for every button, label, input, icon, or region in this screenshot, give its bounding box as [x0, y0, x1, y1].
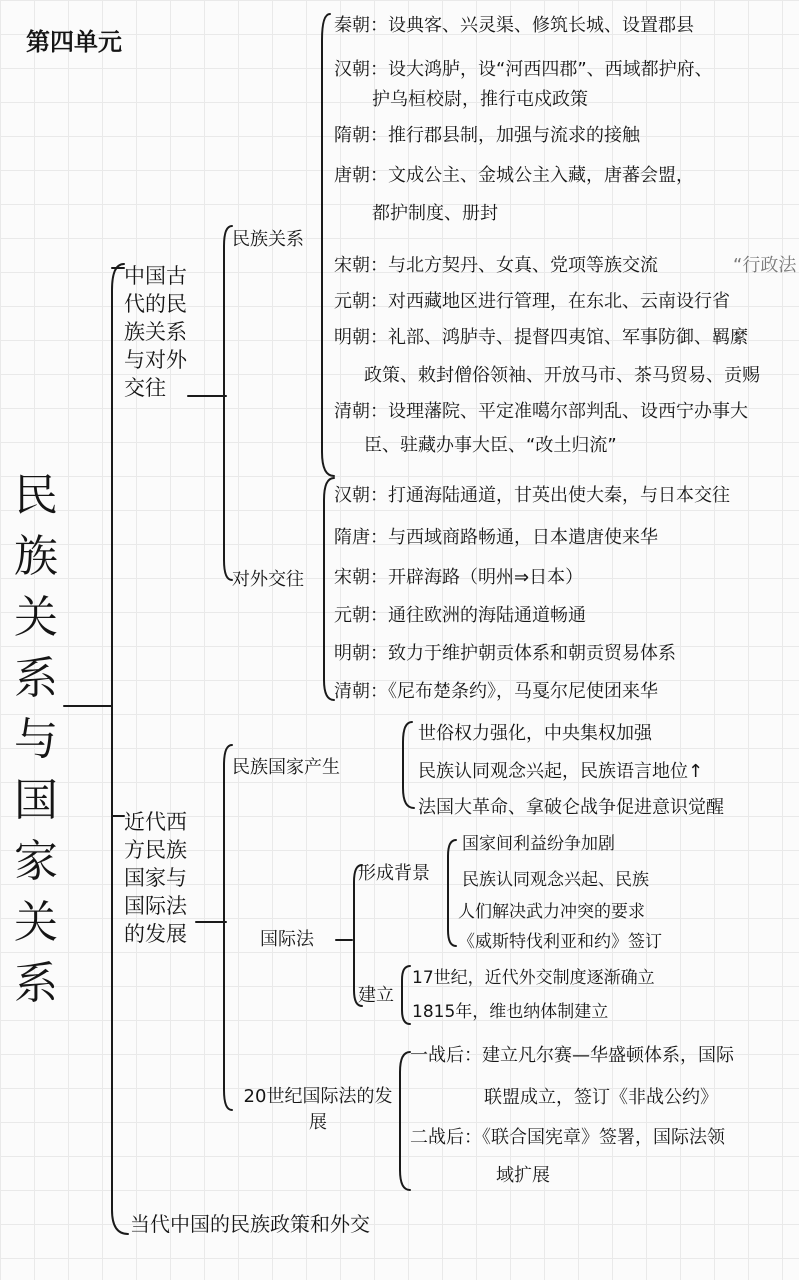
s3-label: 当代中国的民族政策和外交: [130, 1212, 370, 1236]
s1a-item-7: 清朝：设理藩院、平定准噶尔部判乱、设西宁办事大: [334, 401, 748, 422]
s2c-item-0: 一战后：建立凡尔赛—华盛顿体系，国际: [410, 1045, 734, 1066]
s2b-bg-item-1: 民族认同观念兴起、民族: [462, 870, 649, 890]
s1a-item-1b: 护乌桓校尉，推行屯戍政策: [372, 89, 588, 110]
s1b-item-5: 清朝：《尼布楚条约》，马戛尔尼使团来华: [334, 681, 658, 702]
s1b-bracket: [324, 478, 334, 700]
s2-bracket: [224, 745, 232, 1110]
s1a-bracket: [322, 14, 334, 476]
s2b-bg-label: 形成背景: [358, 863, 430, 884]
s2b-label: 国际法: [260, 929, 314, 950]
est-bracket: [402, 966, 410, 1024]
s2c-item-1b: 域扩展: [496, 1165, 550, 1186]
unit-title: 第四单元: [26, 28, 122, 56]
s2b-est-item-1: 1815年，维也纳体制建立: [412, 1002, 609, 1022]
s1-bracket: [224, 226, 232, 580]
s2c-bracket: [400, 1052, 410, 1190]
s2b-bg-item-2: 人们解决武力冲突的要求: [458, 902, 645, 922]
s1a-item-6b: 政策、敕封僧俗领袖、开放马市、茶马贸易、贡赐: [364, 365, 760, 386]
s1a-item-0: 秦朝：设典客、兴灵渠、修筑长城、设置郡县: [334, 15, 694, 36]
s2a-item-2: 法国大革命、拿破仑战争促进意识觉醒: [418, 797, 724, 818]
s1a-extra: “行政法: [733, 255, 797, 276]
s1a-item-6: 明朝：礼部、鸿胪寺、提督四夷馆、军事防御、羁縻: [334, 327, 748, 348]
s1b-item-1: 隋唐：与西域商路畅通，日本遣唐使来华: [334, 527, 658, 548]
s1a-label: 民族关系: [232, 229, 304, 250]
root-topic: 民族关系与国家关系: [14, 470, 58, 1009]
s1a-item-2: 隋朝：推行郡县制，加强与流求的接触: [334, 125, 640, 146]
s2a-label: 民族国家产生: [232, 757, 340, 778]
s2b-est-item-0: 17世纪，近代外交制度逐渐确立: [412, 968, 655, 988]
bg-bracket: [448, 840, 456, 946]
s2-label: 近代西方民族国家与国际法的发展: [124, 810, 187, 946]
s1b-item-4: 明朝：致力于维护朝贡体系和朝贡贸易体系: [334, 643, 676, 664]
s1b-item-2: 宋朝：开辟海路（明州⇒日本）: [334, 567, 584, 588]
s2b-bg-item-0: 国家间利益纷争加剧: [462, 834, 615, 854]
s1b-item-3: 元朝：通往欧洲的海陆通道畅通: [334, 605, 586, 626]
s1-label: 中国古代的民族关系与对外交往: [124, 264, 187, 400]
s2a-bracket: [403, 722, 414, 808]
root-bracket: [112, 264, 128, 1234]
s1b-item-0: 汉朝：打通海陆通道，甘英出使大秦，与日本交往: [334, 485, 730, 506]
s2c-item-1: 二战后：《联合国宪章》签署，国际法领: [410, 1127, 725, 1148]
s2c-label: 20世纪国际法的发展: [243, 1086, 393, 1133]
s2b-bg-item-3: 《威斯特伐利亚和约》签订: [458, 932, 662, 952]
s2b-est-label: 建立: [358, 985, 394, 1006]
s1a-item-5: 元朝：对西藏地区进行管理，在东北、云南设行省: [334, 291, 730, 312]
s1a-item-7b: 臣、驻藏办事大臣、“改土归流”: [364, 435, 617, 456]
s1b-label: 对外交往: [232, 569, 304, 590]
s1a-item-3b: 都护制度、册封: [372, 203, 498, 224]
s1a-item-4: 宋朝：与北方契丹、女真、党项等族交流: [334, 255, 658, 276]
s2a-item-1: 民族认同观念兴起，民族语言地位↑: [418, 761, 704, 782]
s2a-item-0: 世俗权力强化，中央集权加强: [418, 723, 652, 744]
s1a-item-1: 汉朝：设大鸿胪，设“河西四郡”、西域都护府、: [334, 59, 713, 80]
s1a-item-3: 唐朝：文成公主、金城公主入藏，唐蕃会盟，: [334, 165, 694, 186]
s2c-item-0b: 联盟成立，签订《非战公约》: [484, 1087, 718, 1108]
